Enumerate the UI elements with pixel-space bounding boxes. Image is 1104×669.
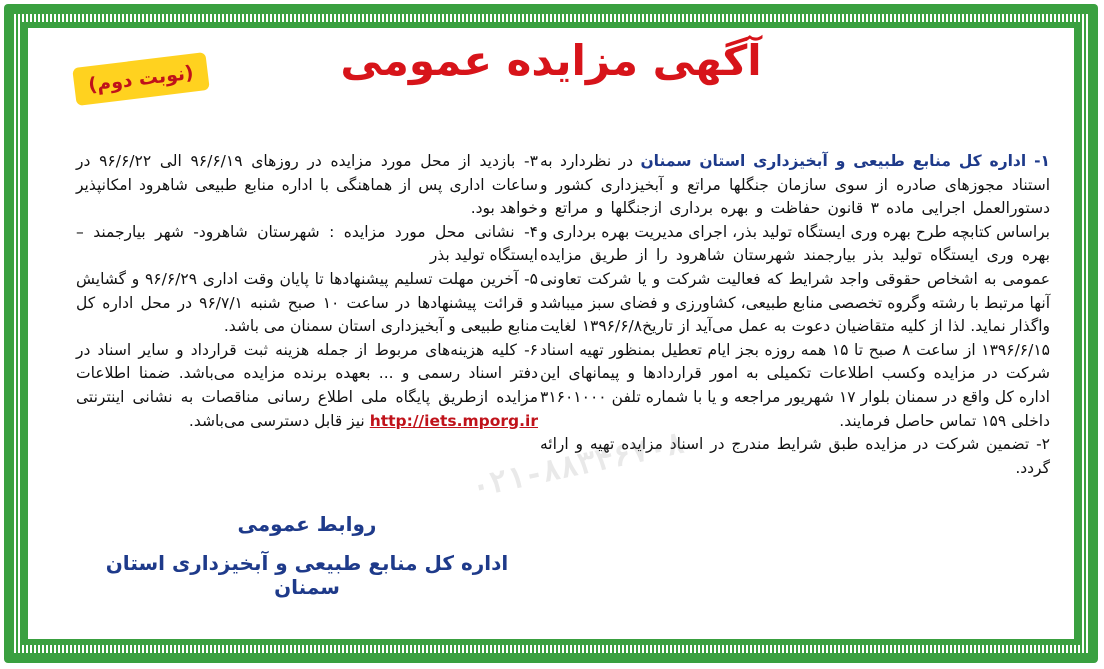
item-6-body: ۶- کلیه هزینه‌های مربوط از جمله هزینه ثبت قرارداد و سایر اسناد در دفتر اسناد رسمی و ... بعهده برنده مزایده می‌باشد. ضمنا اطلاعات مزایده ازطریق پایگاه ملی اطلاع رسانی مناقصات به نشانی اینترنتی — [76, 340, 538, 406]
signature-organization: اداره کل منابع طبیعی و آبخیزداری استان سمنان — [105, 551, 509, 599]
notice-title: آگهی مزایده عمومی — [340, 36, 762, 85]
website-link[interactable]: http://iets.mporg.ir — [369, 411, 538, 430]
right-column — [540, 150, 1050, 480]
signature-public-relations: روابط عمومی — [237, 512, 377, 536]
item-5: ۵- آخرین مهلت تسلیم پیشنهادها تا پایان وقت اداری ۹۶/۶/۲۹ و گشایش و قرائت پیشنهادها در ساعت ۱۰ صبح شنبه ۹۶/۷/۱ در محل اداره کل منابع طبیعی و آبخیزداری استان سمنان می باشد. — [76, 269, 538, 336]
item-3: ۳- بازدید از محل مورد مزایده در روزهای ۹۶/۶/۱۹ الی ۹۶/۶/۲۲ در ساعات اداری پس از هماهنگی با اداره منابع طبیعی شاهرود امکانپذیر خواهد بود. — [76, 152, 538, 218]
item-6-tail: نیز قابل دسترسی می‌باشد. — [188, 411, 365, 430]
round-badge: (نوبت دوم) — [72, 52, 209, 106]
item-6 — [76, 339, 538, 433]
item-1-body: در نظردارد به استناد مجوزهای صادره از سوی سازمان جنگلها مراتع و آبخیزداری کشور و دستورالعمل اجرایی ماده ۳ قانون حفاظت و بهره برداری ازجنگلها و مراتع و براساس کتابچه طرح بهره وری ایستگاه تولید بذر، اجرای مدیریت بهره برداری و بهره وری ایستگاه تولید بذر بیارجمند شهرستان شاهرود را از طریق مزایده عمومی به اشخاص حقوقی واجد شرایط که فعالیت شرکت و یا شرکت تعاونی آنها مرتبط با رشته وگروه تخصصی منابع طبیعی، کشاورزی و فضای سبز میباشد واگذار نماید. لذا از کلیه متقاضیان دعوت به عمل می‌آید از تاریخ۱۳۹۶/۶/۸ لغایت ۱۳۹۶/۶/۱۵ از ساعت ۸ صبح تا ۱۵ همه روزه بجز ایام تعطیل بمنظور تهیه اسناد شرکت در مزایده وکسب اطلاعات تکمیلی به امور قراردادها و پیمانهای این اداره کل واقع در سمنان بلوار ۱۷ شهریور مراجعه و یا با شماره تلفن ۳۱۶۰۱۰۰۰ داخلی ۱۵۹ تماس حاصل فرمایند. — [540, 152, 1051, 430]
item-4: ۴- نشانی محل مورد مزایده : شهرستان شاهرود- شهر بیارجمند – ایستگاه تولید بذر — [76, 222, 538, 265]
item-2: ۲- تضمین شرکت در مزایده طبق شرایط مندرج در اسناد مزایده تهیه و ارائه گردد. — [540, 435, 1050, 477]
left-column — [76, 150, 538, 433]
notice-content — [28, 28, 1074, 639]
watermark: ۰۲۱-۸۸۳۴۶۷۰۸ — [468, 425, 688, 506]
item-1 — [540, 150, 1050, 433]
item-1-heading: ۱- اداره کل منابع طبیعی و آبخیزداری استان سمنان — [640, 152, 1050, 170]
